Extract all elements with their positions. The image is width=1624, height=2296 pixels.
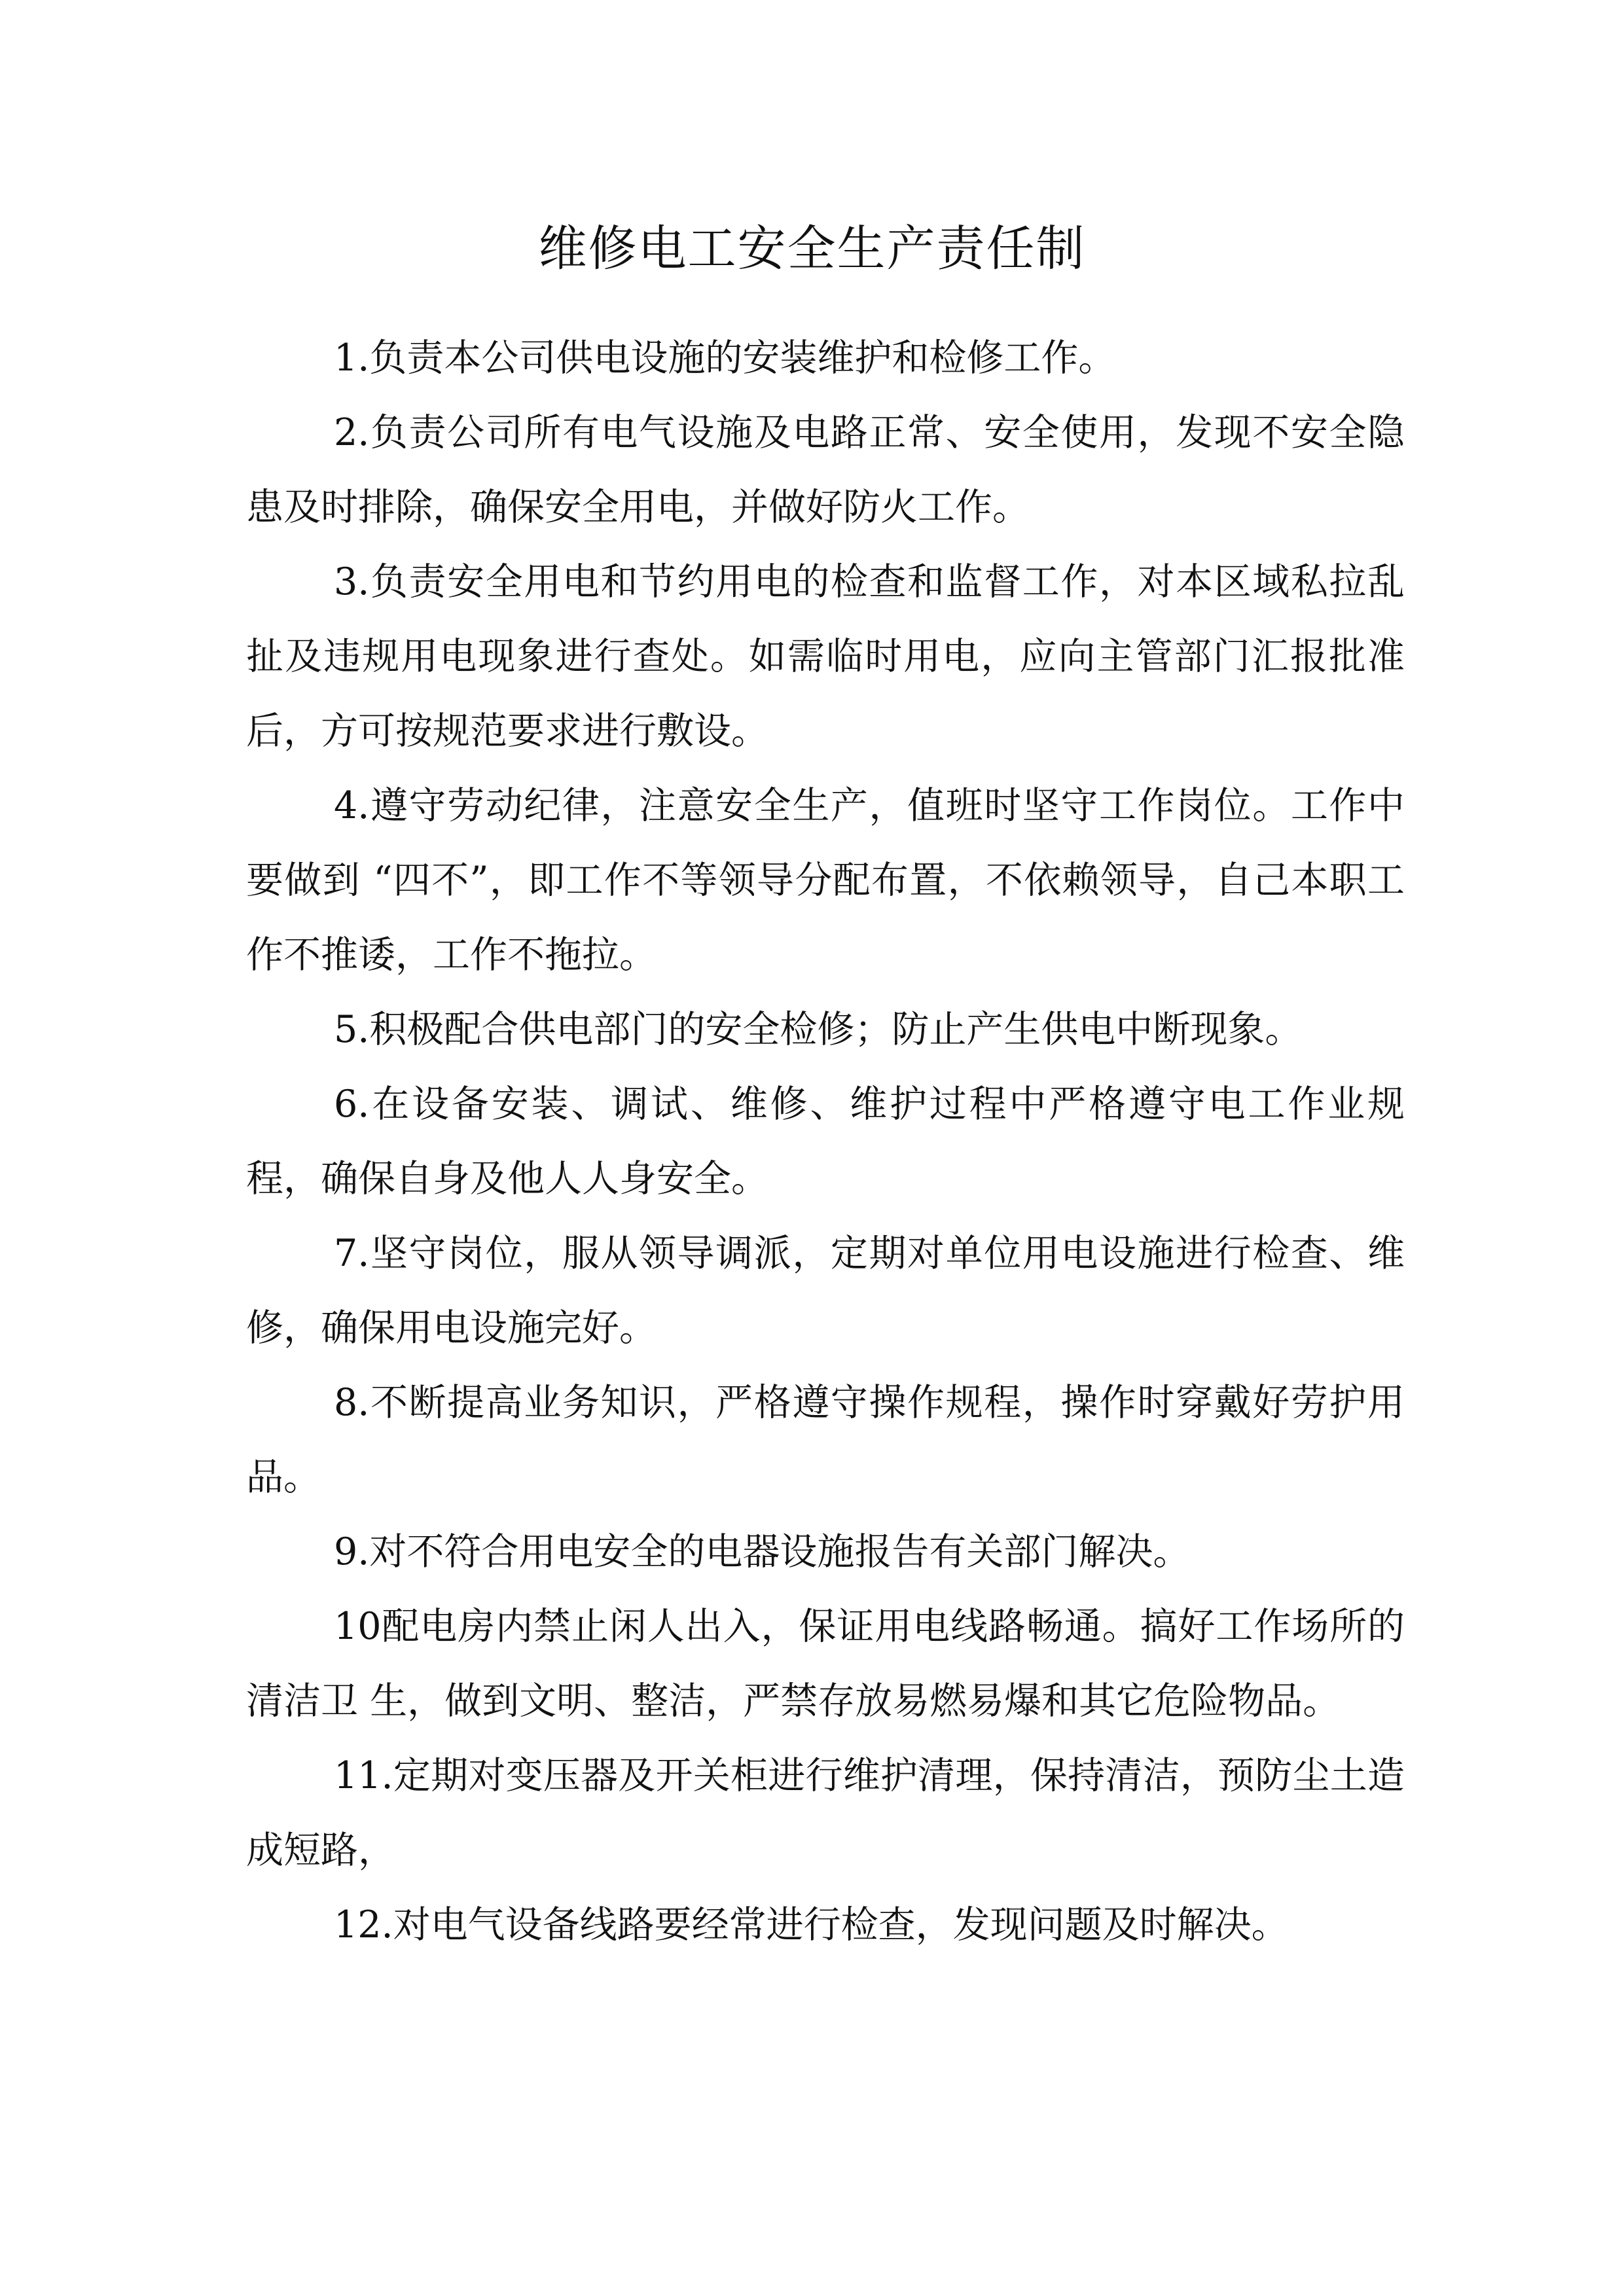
- document-title: 维修电工安全生产责任制: [538, 221, 1086, 277]
- list-item: 6.在设备安装、调试、维修、维护过程中严格遵守电工作业规程，确保自身及他人人身安全。: [246, 1083, 1405, 1200]
- list-item: 1.负责本公司供电设施的安装维护和检修工作。: [334, 336, 1116, 380]
- list-item: 2.负责公司所有电气设施及电路正常、安全使用，发现不安全隐患及时排除，确保安全用电，并做好防火工作。: [246, 411, 1405, 529]
- list-item: 4.遵守劳动纪律，注意安全生产，值班时坚守工作岗位。工作中要做到 “四不”，即工作不等领导分配布置，不依赖领导，自己本职工作不推诿，工作不拖拉。: [246, 784, 1405, 977]
- list-item: 7.坚守岗位，服从领导调派，定期对单位用电设施进行检查、维修，确保用电设施完好。: [246, 1232, 1405, 1350]
- document-body: [246, 321, 1405, 1962]
- list-item: 11.定期对变压器及开关柜进行维护清理，保持清洁，预防尘土造成短路，: [246, 1754, 1405, 1872]
- list-item: 9.对不符合用电安全的电器设施报告有关部门解决。: [334, 1530, 1191, 1573]
- list-item: 8.不断提高业务知识，严格遵守操作规程，操作时穿戴好劳护用品。: [246, 1381, 1405, 1499]
- list-item: 5.积极配合供电部门的安全检修；防止产生供电中断现象。: [334, 1008, 1303, 1051]
- list-item: 3.负责安全用电和节约用电的检查和监督工作，对本区域私拉乱扯及违规用电现象进行查处。如需临时用电，应向主管部门汇报批准后，方可按规范要求进行敷设。: [246, 560, 1405, 753]
- list-item: 10配电房内禁止闲人出入，保证用电线路畅通。搞好工作场所的清洁卫 生，做到文明、整洁，严禁存放易燃易爆和其它危险物品。: [246, 1605, 1405, 1723]
- list-item: 12.对电气设备线路要经常进行检查，发现问题及时解决。: [334, 1903, 1289, 1946]
